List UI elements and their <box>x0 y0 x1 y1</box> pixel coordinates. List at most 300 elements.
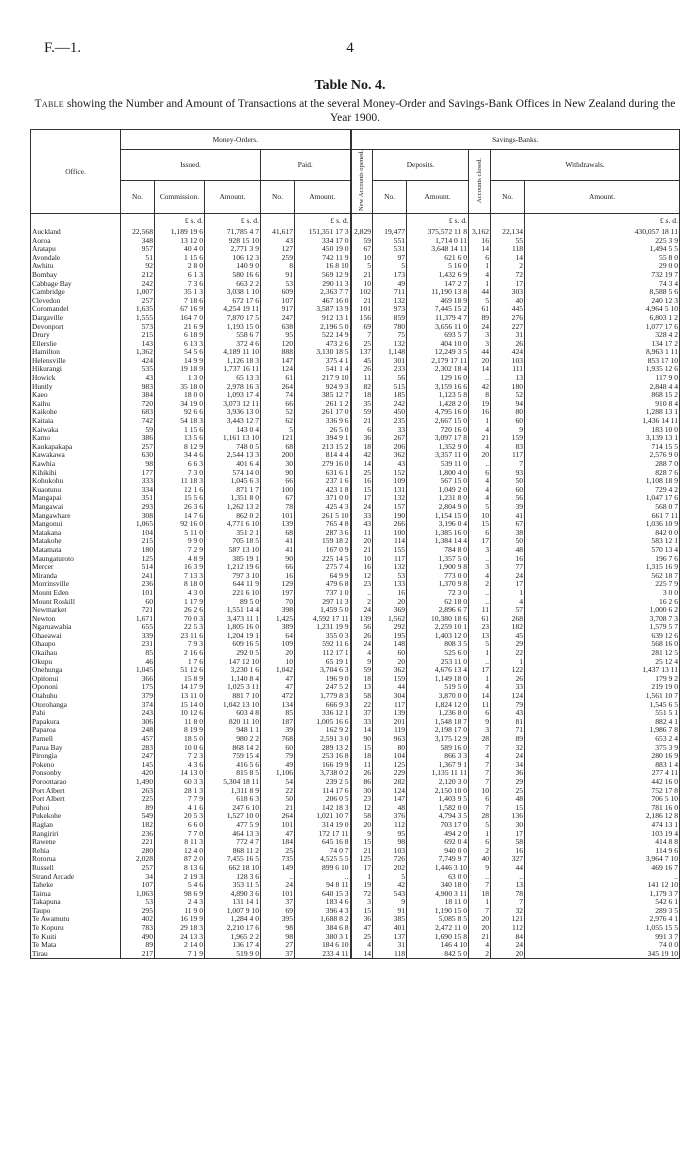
office-cell: Tairua <box>31 890 121 899</box>
withdrawals-no-cell: 2 <box>491 262 525 271</box>
deposits-no-cell: 132 <box>373 563 407 572</box>
withdrawals-no-cell: 72 <box>491 271 525 280</box>
office-cell: Kaeo <box>31 391 121 400</box>
withdrawals-no-cell: 111 <box>491 365 525 374</box>
paid-amount-cell: 912 13 1 <box>295 314 351 323</box>
withdrawals-amount-cell: 568 16 0 <box>525 640 680 649</box>
issued-no-cell: 43 <box>121 374 155 383</box>
subtitle-text: showing the Number and Amount of Transactions at the several Money-Order and Savings-Bank Offices in New Zealand during the Year 1900. <box>66 98 676 124</box>
office-cell: Mangonui <box>31 520 121 529</box>
new-accounts-cell: 4 <box>351 649 373 658</box>
deposits-amount-cell: 692 0 4 <box>407 838 469 847</box>
deposits-amount-cell: 1,446 3 10 <box>407 864 469 873</box>
accounts-closed-cell: 3 <box>469 340 491 349</box>
accounts-closed-cell: 5 <box>469 503 491 512</box>
issued-amount-cell: 140 9 0 <box>205 262 261 271</box>
paid-no-cell: 91 <box>261 271 295 280</box>
table-row <box>31 323 680 332</box>
withdrawals-amount-cell: 277 4 11 <box>525 769 680 778</box>
paid-no-cell: 60 <box>261 744 295 753</box>
header-office: Office. <box>31 130 121 214</box>
accounts-closed-cell: 42 <box>469 383 491 392</box>
accounts-closed-cell: 6 <box>469 709 491 718</box>
paid-amount-cell: 1,688 8 2 <box>295 915 351 924</box>
new-accounts-cell: 58 <box>351 812 373 821</box>
deposits-amount-cell: 3,870 0 0 <box>407 692 469 701</box>
issued-no-cell: 351 <box>121 494 155 503</box>
deposits-amount-cell: 3,159 16 6 <box>407 383 469 392</box>
paid-amount-cell: 166 19 9 <box>295 761 351 770</box>
withdrawals-amount-cell: 653 2 4 <box>525 735 680 744</box>
accounts-closed-cell: 18 <box>469 890 491 899</box>
deposits-no-cell: 33 <box>373 426 407 435</box>
issued-no-cell: 1,635 <box>121 305 155 314</box>
paid-amount-cell: 314 19 0 <box>295 821 351 830</box>
withdrawals-amount-cell: 1,108 18 9 <box>525 477 680 486</box>
paid-no-cell: 398 <box>261 606 295 615</box>
issued-no-cell: 60 <box>121 598 155 607</box>
withdrawals-no-cell: 276 <box>491 314 525 323</box>
issued-amount-cell: 3,073 12 11 <box>205 400 261 409</box>
withdrawals-no-cell: 94 <box>491 400 525 409</box>
new-accounts-cell: 24 <box>351 606 373 615</box>
issued-no-cell: 295 <box>121 907 155 916</box>
paid-no-cell: 98 <box>261 924 295 933</box>
deposits-amount-cell: 146 4 10 <box>407 941 469 950</box>
new-accounts-cell: 82 <box>351 383 373 392</box>
paid-amount-cell: 112 17 1 <box>295 649 351 658</box>
commission-cell: 2 14 0 <box>155 941 205 950</box>
paid-amount-cell: 275 7 4 <box>295 563 351 572</box>
issued-amount-cell: 1,805 16 0 <box>205 623 261 632</box>
withdrawals-no-cell: 58 <box>491 838 525 847</box>
paid-amount-cell: 253 16 8 <box>295 752 351 761</box>
table-row <box>31 804 680 813</box>
issued-amount-cell: 1,204 19 1 <box>205 632 261 641</box>
new-accounts-cell: 1 <box>351 873 373 882</box>
accounts-closed-cell: 4 <box>469 494 491 503</box>
withdrawals-no-cell: 17 <box>491 580 525 589</box>
office-cell: Kuaotunu <box>31 486 121 495</box>
commission-cell: 14 13 0 <box>155 769 205 778</box>
deposits-amount-cell: 129 16 0 <box>407 374 469 383</box>
paid-no-cell: 47 <box>261 683 295 692</box>
table-row <box>31 830 680 839</box>
office-cell: Newton <box>31 615 121 624</box>
withdrawals-amount-cell: 2,186 12 8 <box>525 812 680 821</box>
commission-cell: 20 5 3 <box>155 812 205 821</box>
office-cell: Kohukohu <box>31 477 121 486</box>
issued-no-cell: 143 <box>121 340 155 349</box>
commission-cell: 5 11 0 <box>155 529 205 538</box>
office-cell: Te Kopuru <box>31 924 121 933</box>
deposits-no-cell: 515 <box>373 383 407 392</box>
withdrawals-amount-cell: 1,179 3 7 <box>525 890 680 899</box>
table-row <box>31 331 680 340</box>
commission-cell: 7 2 3 <box>155 752 205 761</box>
accounts-closed-cell: 4 <box>469 683 491 692</box>
deposits-amount-cell: 1,548 18 7 <box>407 718 469 727</box>
table-row <box>31 709 680 718</box>
withdrawals-amount-cell: 1,036 10 9 <box>525 520 680 529</box>
office-cell: Howick <box>31 374 121 383</box>
paid-amount-cell: 1,005 16 6 <box>295 718 351 727</box>
accounts-closed-cell: 2 <box>469 950 491 959</box>
issued-amount-cell: 663 2 2 <box>205 280 261 289</box>
deposits-amount-cell: 2,804 9 0 <box>407 503 469 512</box>
withdrawals-no-cell: 124 <box>491 692 525 701</box>
paid-no-cell: 90 <box>261 469 295 478</box>
new-accounts-cell: 2,829 <box>351 228 373 237</box>
accounts-closed-cell: 6 <box>469 795 491 804</box>
paid-no-cell: 184 <box>261 838 295 847</box>
new-accounts-cell: 21 <box>351 297 373 306</box>
deposits-amount-cell: 866 3 3 <box>407 752 469 761</box>
units-withdrawals-no <box>491 213 525 228</box>
issued-no-cell: 221 <box>121 838 155 847</box>
withdrawals-no-cell: 303 <box>491 288 525 297</box>
withdrawals-amount-cell: 568 0 7 <box>525 503 680 512</box>
new-accounts-cell: 23 <box>351 795 373 804</box>
paid-amount-cell: 290 11 3 <box>295 280 351 289</box>
table-row <box>31 692 680 701</box>
deposits-no-cell: 137 <box>373 933 407 942</box>
new-accounts-cell: 10 <box>351 280 373 289</box>
paid-amount-cell: 279 16 0 <box>295 460 351 469</box>
paid-amount-cell: 213 15 2 <box>295 443 351 452</box>
accounts-closed-cell: 3 <box>469 563 491 572</box>
paid-amount-cell: .. <box>295 873 351 882</box>
withdrawals-amount-cell: 706 5 10 <box>525 795 680 804</box>
commission-cell: 67 16 9 <box>155 305 205 314</box>
deposits-no-cell: 726 <box>373 855 407 864</box>
commission-cell: 92 6 6 <box>155 408 205 417</box>
withdrawals-amount-cell: 114 9 6 <box>525 847 680 856</box>
commission-cell: 7 2 9 <box>155 546 205 555</box>
deposits-amount-cell: 693 5 7 <box>407 331 469 340</box>
issued-no-cell: 241 <box>121 572 155 581</box>
withdrawals-amount-cell: 225 7 9 <box>525 580 680 589</box>
issued-no-cell: 334 <box>121 486 155 495</box>
paid-no-cell: 22 <box>261 787 295 796</box>
table-row <box>31 606 680 615</box>
header-commission: Commission. <box>155 180 205 213</box>
new-accounts-cell: 18 <box>351 391 373 400</box>
issued-no-cell: 420 <box>121 769 155 778</box>
commission-cell: 22 5 3 <box>155 623 205 632</box>
office-cell: Otahuhu <box>31 692 121 701</box>
commission-cell: 7 3 0 <box>155 469 205 478</box>
table-row <box>31 537 680 546</box>
table-row <box>31 237 680 246</box>
paid-no-cell: 101 <box>261 821 295 830</box>
office-cell: Avondale <box>31 254 121 263</box>
issued-no-cell: 236 <box>121 830 155 839</box>
commission-cell: 34 4 6 <box>155 451 205 460</box>
paid-no-cell: 37 <box>261 898 295 907</box>
withdrawals-no-cell: .. <box>491 873 525 882</box>
deposits-amount-cell: 773 0 0 <box>407 572 469 581</box>
header-deposits-no: No. <box>373 180 407 213</box>
issued-amount-cell: 1,965 2 2 <box>205 933 261 942</box>
paid-no-cell: 264 <box>261 383 295 392</box>
new-accounts-cell: 21 <box>351 271 373 280</box>
deposits-amount-cell: 1,231 8 0 <box>407 494 469 503</box>
new-accounts-cell: 23 <box>351 580 373 589</box>
issued-no-cell: 257 <box>121 443 155 452</box>
issued-amount-cell: 65 13 3 <box>205 374 261 383</box>
new-accounts-cell: 15 <box>351 838 373 847</box>
withdrawals-amount-cell: 714 15 5 <box>525 443 680 452</box>
withdrawals-no-cell: 81 <box>491 718 525 727</box>
commission-cell: 15 14 0 <box>155 701 205 710</box>
commission-cell: 7 9 3 <box>155 640 205 649</box>
withdrawals-amount-cell: 853 17 10 <box>525 357 680 366</box>
paid-no-cell: 54 <box>261 778 295 787</box>
withdrawals-no-cell: 327 <box>491 855 525 864</box>
accounts-closed-cell: 1 <box>469 280 491 289</box>
withdrawals-amount-cell: 25 12 4 <box>525 658 680 667</box>
paid-amount-cell: 26 5 0 <box>295 426 351 435</box>
deposits-amount-cell: 494 2 0 <box>407 830 469 839</box>
accounts-closed-cell: .. <box>469 460 491 469</box>
issued-no-cell: 424 <box>121 357 155 366</box>
deposits-amount-cell: 1,385 16 0 <box>407 529 469 538</box>
withdrawals-amount-cell: 828 7 6 <box>525 469 680 478</box>
commission-cell: 6 1 3 <box>155 271 205 280</box>
issued-no-cell: 125 <box>121 555 155 564</box>
paid-no-cell: 109 <box>261 640 295 649</box>
deposits-amount-cell: 10,380 18 6 <box>407 615 469 624</box>
accounts-closed-cell: 1 <box>469 675 491 684</box>
paid-amount-cell: 2,591 3 0 <box>295 735 351 744</box>
accounts-closed-cell: 9 <box>469 718 491 727</box>
deposits-no-cell: 48 <box>373 804 407 813</box>
issued-no-cell: 177 <box>121 469 155 478</box>
withdrawals-amount-cell: 8,588 5 6 <box>525 288 680 297</box>
paid-no-cell: 90 <box>261 555 295 564</box>
table-row <box>31 417 680 426</box>
commission-cell: 21 6 9 <box>155 323 205 332</box>
accounts-closed-cell: 21 <box>469 434 491 443</box>
deposits-no-cell: 202 <box>373 864 407 873</box>
deposits-no-cell: 266 <box>373 520 407 529</box>
office-cell: Ngaruawahia <box>31 623 121 632</box>
deposits-amount-cell: 720 16 0 <box>407 426 469 435</box>
paid-amount-cell: 196 9 0 <box>295 675 351 684</box>
issued-no-cell: 2,028 <box>121 855 155 864</box>
new-accounts-cell: 9 <box>351 658 373 667</box>
paid-amount-cell: 645 16 8 <box>295 838 351 847</box>
office-cell: Pahi <box>31 709 121 718</box>
issued-amount-cell: 3,038 1 10 <box>205 288 261 297</box>
office-cell: Mount Roskill <box>31 598 121 607</box>
deposits-amount-cell: 12,249 3 5 <box>407 348 469 357</box>
withdrawals-no-cell: 52 <box>491 391 525 400</box>
new-accounts-cell: 33 <box>351 718 373 727</box>
withdrawals-no-cell: 26 <box>491 340 525 349</box>
accounts-closed-cell: 17 <box>469 537 491 546</box>
paid-amount-cell: 569 12 9 <box>295 271 351 280</box>
issued-no-cell: 236 <box>121 580 155 589</box>
issued-amount-cell: 815 8 5 <box>205 769 261 778</box>
commission-cell: 4 3 0 <box>155 589 205 598</box>
accounts-closed-cell: 1 <box>469 830 491 839</box>
accounts-closed-cell: 44 <box>469 288 491 297</box>
office-cell: Matakana <box>31 529 121 538</box>
paid-no-cell: 98 <box>261 933 295 942</box>
paid-amount-cell: 64 9 9 <box>295 572 351 581</box>
withdrawals-amount-cell: 345 19 10 <box>525 950 680 959</box>
deposits-amount-cell: 7,749 9 7 <box>407 855 469 864</box>
issued-no-cell: 535 <box>121 365 155 374</box>
table-row <box>31 735 680 744</box>
withdrawals-no-cell: 13 <box>491 881 525 890</box>
withdrawals-amount-cell: 2,848 4 4 <box>525 383 680 392</box>
office-cell: Ellerslie <box>31 340 121 349</box>
accounts-closed-cell: 20 <box>469 357 491 366</box>
issued-no-cell: 104 <box>121 529 155 538</box>
paid-amount-cell: 1,779 8 3 <box>295 692 351 701</box>
issued-amount-cell: 1,551 14 4 <box>205 606 261 615</box>
table-row <box>31 357 680 366</box>
commission-cell: 7 18 6 <box>155 297 205 306</box>
accounts-closed-cell: 1 <box>469 417 491 426</box>
withdrawals-no-cell: 180 <box>491 383 525 392</box>
table-row <box>31 838 680 847</box>
accounts-closed-cell: .. <box>469 555 491 564</box>
deposits-no-cell: 20 <box>373 598 407 607</box>
withdrawals-no-cell: 29 <box>491 640 525 649</box>
paid-amount-cell: 1,231 19 9 <box>295 623 351 632</box>
withdrawals-amount-cell: 732 19 7 <box>525 271 680 280</box>
deposits-amount-cell: 1,367 9 1 <box>407 761 469 770</box>
commission-cell: 54 5 6 <box>155 348 205 357</box>
paid-amount-cell: 237 1 6 <box>295 477 351 486</box>
issued-amount-cell: 705 18 5 <box>205 537 261 546</box>
paid-no-cell: 10 <box>261 658 295 667</box>
commission-cell: 40 4 0 <box>155 245 205 254</box>
issued-no-cell: 248 <box>121 726 155 735</box>
commission-cell: 16 3 9 <box>155 563 205 572</box>
withdrawals-no-cell: 16 <box>491 847 525 856</box>
deposits-amount-cell: 1,432 6 9 <box>407 271 469 280</box>
withdrawals-amount-cell: 281 12 5 <box>525 649 680 658</box>
deposits-no-cell: 229 <box>373 769 407 778</box>
accounts-closed-cell: 7 <box>469 804 491 813</box>
deposits-amount-cell: 703 17 0 <box>407 821 469 830</box>
withdrawals-amount-cell: 4,964 5 10 <box>525 305 680 314</box>
new-accounts-cell: 67 <box>351 245 373 254</box>
commission-cell: 12 1 6 <box>155 486 205 495</box>
commission-cell: 14 17 9 <box>155 683 205 692</box>
deposits-no-cell: 1,562 <box>373 615 407 624</box>
new-accounts-cell: 25 <box>351 933 373 942</box>
office-cell: Te Awamutu <box>31 915 121 924</box>
deposits-no-cell: 60 <box>373 649 407 658</box>
issued-no-cell: 1,362 <box>121 348 155 357</box>
issued-amount-cell: 106 12 3 <box>205 254 261 263</box>
withdrawals-no-cell: 103 <box>491 357 525 366</box>
withdrawals-no-cell: 112 <box>491 924 525 933</box>
withdrawals-no-cell: 44 <box>491 864 525 873</box>
deposits-no-cell: 711 <box>373 288 407 297</box>
paid-amount-cell: 380 3 1 <box>295 933 351 942</box>
deposits-no-cell: 206 <box>373 443 407 452</box>
accounts-closed-cell: 8 <box>469 391 491 400</box>
accounts-closed-cell: 13 <box>469 632 491 641</box>
deposits-no-cell: 109 <box>373 477 407 486</box>
withdrawals-no-cell: 24 <box>491 941 525 950</box>
new-accounts-cell: 102 <box>351 288 373 297</box>
deposits-no-cell: 450 <box>373 408 407 417</box>
table-row <box>31 555 680 564</box>
new-accounts-cell: 156 <box>351 314 373 323</box>
office-cell: Coromandel <box>31 305 121 314</box>
issued-amount-cell: 89 5 0 <box>205 598 261 607</box>
withdrawals-no-cell: 60 <box>491 417 525 426</box>
commission-cell: 6 6 3 <box>155 460 205 469</box>
table-row <box>31 494 680 503</box>
issued-amount-cell: 353 11 5 <box>205 881 261 890</box>
issued-amount-cell: 4,890 3 6 <box>205 890 261 899</box>
office-cell: Te Kuiti <box>31 933 121 942</box>
deposits-amount-cell: 1,123 5 8 <box>407 391 469 400</box>
office-cell: Opononi <box>31 683 121 692</box>
new-accounts-cell: 13 <box>351 683 373 692</box>
withdrawals-no-cell: 50 <box>491 477 525 486</box>
commission-cell: 28 1 3 <box>155 787 205 796</box>
deposits-amount-cell: 1,403 9 5 <box>407 795 469 804</box>
office-cell: Poroottarao <box>31 778 121 787</box>
withdrawals-amount-cell: 183 10 0 <box>525 426 680 435</box>
issued-no-cell: 283 <box>121 744 155 753</box>
paid-amount-cell: 3,704 6 3 <box>295 666 351 675</box>
paid-amount-cell: 206 0 5 <box>295 795 351 804</box>
issued-no-cell: 308 <box>121 512 155 521</box>
withdrawals-amount-cell: 3 0 0 <box>525 589 680 598</box>
new-accounts-cell: 3 <box>351 898 373 907</box>
withdrawals-no-cell: 25 <box>491 787 525 796</box>
withdrawals-no-cell: 9 <box>491 426 525 435</box>
commission-cell: 8 19 9 <box>155 726 205 735</box>
withdrawals-amount-cell: 781 16 0 <box>525 804 680 813</box>
issued-no-cell: 983 <box>121 383 155 392</box>
office-cell: Rehia <box>31 847 121 856</box>
issued-no-cell: 655 <box>121 623 155 632</box>
paid-no-cell: 187 <box>261 718 295 727</box>
new-accounts-cell: 47 <box>351 924 373 933</box>
table-row <box>31 460 680 469</box>
deposits-amount-cell: 469 18 9 <box>407 297 469 306</box>
paid-no-cell: 25 <box>261 847 295 856</box>
issued-no-cell: 384 <box>121 391 155 400</box>
new-accounts-cell: 15 <box>351 744 373 753</box>
new-accounts-cell: 21 <box>351 546 373 555</box>
paid-no-cell: 638 <box>261 323 295 332</box>
paid-amount-cell: 289 13 2 <box>295 744 351 753</box>
issued-amount-cell: 3,230 1 6 <box>205 666 261 675</box>
withdrawals-amount-cell: 328 4 2 <box>525 331 680 340</box>
withdrawals-no-cell: 17 <box>491 280 525 289</box>
new-accounts-cell: 36 <box>351 915 373 924</box>
issued-no-cell: 217 <box>121 950 155 959</box>
withdrawals-no-cell: 445 <box>491 305 525 314</box>
new-accounts-cell: 22 <box>351 701 373 710</box>
new-accounts-cell: 45 <box>351 357 373 366</box>
units-row <box>31 213 680 228</box>
new-accounts-cell: 26 <box>351 769 373 778</box>
